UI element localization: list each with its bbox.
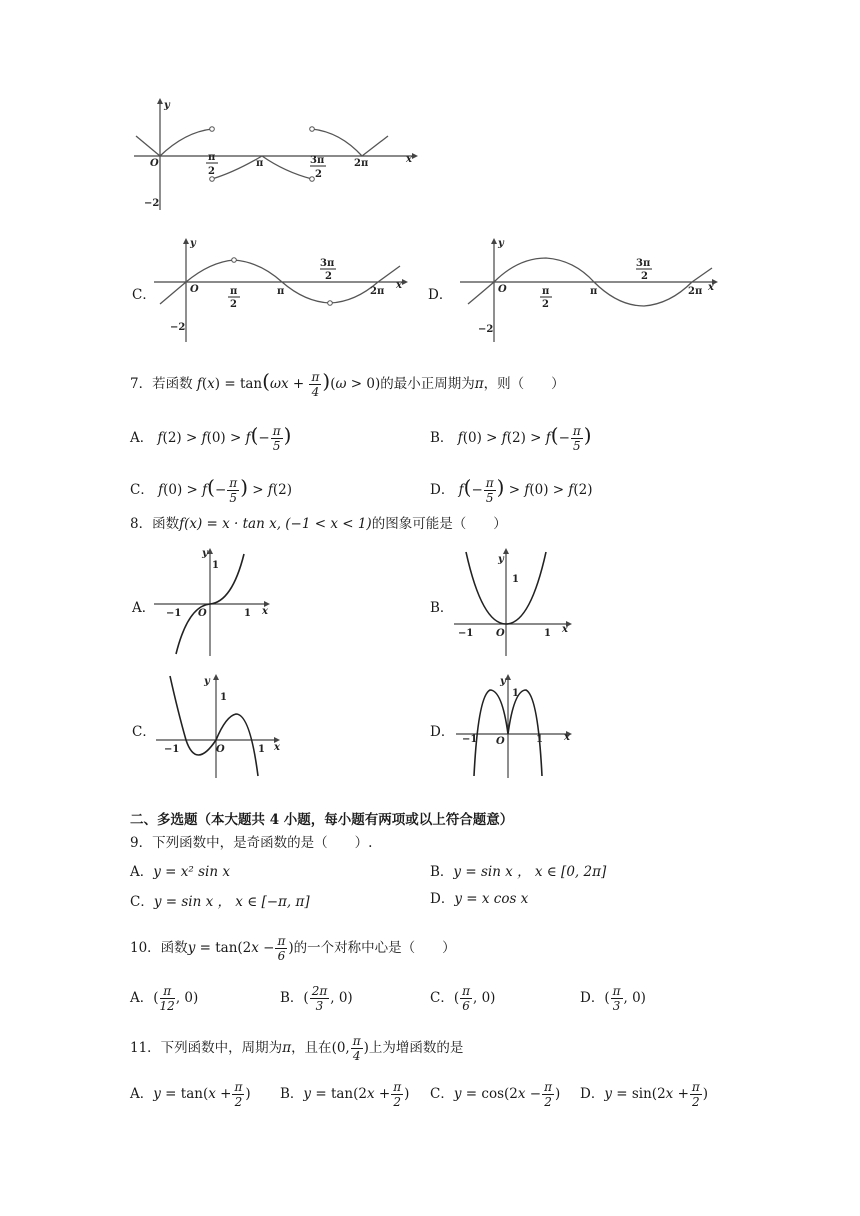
svg-text:1: 1 (212, 560, 219, 571)
svg-text:3π: 3π (636, 258, 651, 269)
q9-option-b[interactable]: B．y = sin x ， x ∈ [0, 2π] (430, 864, 607, 880)
q11-option-c[interactable]: C．y = cos(2x − $\frac{\pi}{2}$ ) (430, 1080, 561, 1109)
svg-text:π: π (277, 286, 285, 297)
svg-text:π: π (230, 286, 238, 297)
svg-text:x: x (562, 624, 568, 635)
svg-text:x: x (406, 154, 412, 165)
svg-text:1: 1 (244, 608, 251, 619)
svg-text:y: y (498, 554, 504, 565)
q8-graph-c (156, 672, 286, 782)
svg-text:2: 2 (230, 299, 237, 310)
q8-option-a[interactable]: A． (132, 600, 156, 616)
graph-c-svg (150, 234, 420, 344)
q8-graph-b-svg (454, 546, 574, 658)
svg-text:y: y (164, 100, 170, 111)
svg-text:1: 1 (512, 574, 519, 585)
q8-option-c[interactable]: C． (132, 724, 156, 740)
svg-text:2π: 2π (688, 286, 703, 297)
q10-option-b[interactable]: B．( $\frac{2\pi}{3}$ , 0) (280, 984, 353, 1013)
svg-text:y: y (500, 676, 506, 687)
svg-text:x: x (274, 742, 280, 753)
svg-text:−1: −1 (458, 628, 474, 639)
svg-text:2: 2 (542, 299, 549, 310)
q10-stem: 10．函数y = tan(2x − $\frac{\pi}{6}$ )的一个对称中心是（ ） (130, 934, 456, 963)
top-graph (130, 96, 420, 216)
q8-option-d[interactable]: D． (430, 724, 455, 740)
svg-text:−1: −1 (166, 608, 182, 619)
tick-pi-over-2-den: 2 (208, 166, 215, 177)
svg-text:x: x (564, 732, 570, 743)
svg-text:x: x (262, 606, 268, 617)
q8-stem (130, 518, 507, 532)
q10-option-a[interactable]: A．( $\frac{\pi}{12}$ , 0) (130, 984, 199, 1013)
q8-graph-d-svg (456, 672, 586, 782)
svg-text:y: y (202, 548, 208, 559)
q9-option-c[interactable]: C．y = sin x ， x ∈ [−π, π] (130, 894, 310, 910)
graph-d-svg (456, 234, 726, 344)
svg-text:−2: −2 (478, 324, 494, 335)
svg-text:2π: 2π (370, 286, 385, 297)
q9-option-a[interactable]: A．y = x² sin x (130, 864, 230, 880)
svg-text:π: π (542, 286, 550, 297)
svg-text:O: O (216, 744, 225, 755)
svg-text:−1: −1 (164, 744, 180, 755)
q8-graph-b (454, 546, 574, 658)
tick-2pi: 2π (354, 158, 369, 169)
q7-option-b[interactable]: B． f(0) > f(2) > f(− $\frac{\pi}{5}$ ) (430, 423, 592, 453)
svg-text:−1: −1 (462, 734, 478, 745)
q7-option-d[interactable]: D． f(− $\frac{\pi}{5}$ ) > f(0) > f(2) (430, 475, 593, 505)
q10-option-d[interactable]: D．( $\frac{\pi}{3}$ , 0) (580, 984, 646, 1013)
section-2-title: 二、多选题（本大题共 4 小题，每小题有两项或以上符合题意） (130, 812, 514, 828)
svg-text:−2: −2 (170, 322, 186, 333)
q9-option-d[interactable]: D．y = x cos x (430, 891, 529, 907)
graph-d (456, 234, 726, 344)
top-origin: O (150, 158, 159, 169)
svg-text:2: 2 (325, 271, 332, 282)
svg-text:2: 2 (641, 271, 648, 282)
q7-option-a[interactable]: A． f(2) > f(0) > f(− $\frac{\pi}{5}$ ) (130, 423, 292, 453)
svg-text:1: 1 (258, 744, 265, 755)
q8-stem-formula: f(x) = x · tan x, (−1 < x < 1) (179, 516, 372, 532)
svg-text:O: O (498, 284, 507, 295)
tick-pi: π (256, 158, 264, 169)
svg-text:x: x (708, 282, 714, 293)
q8-stem-suffix: 的图象可能是（ ） (371, 516, 507, 532)
q11-option-a[interactable]: A．y = tan(x + $\frac{\pi}{2}$ ) (130, 1080, 251, 1109)
svg-text:O: O (496, 736, 505, 747)
svg-text:1: 1 (536, 734, 543, 745)
svg-text:y: y (498, 238, 504, 249)
q8-graph-d (456, 672, 586, 782)
svg-text:O: O (496, 628, 505, 639)
tick-pi-over-2: π (208, 152, 216, 163)
svg-text:O: O (190, 284, 199, 295)
svg-text:y: y (204, 676, 210, 687)
q7-option-c[interactable]: C． f(0) > f(− $\frac{\pi}{5}$ ) > f(2) (130, 475, 293, 505)
svg-text:1: 1 (220, 692, 227, 703)
graph-c (150, 234, 420, 344)
svg-text:3π: 3π (320, 258, 335, 269)
graph-d-letter: D． (428, 287, 453, 303)
tick-neg-two: −2 (144, 198, 160, 209)
q11-stem: 11．下列函数中，周期为π，且在(0, $\frac{\pi}{4}$ )上为增函数的是 (130, 1034, 464, 1063)
q8-stem-prefix: 8．函数 (130, 516, 180, 532)
q7-stem-prefix: 7．若函数 (130, 376, 193, 392)
tick-3pi-over-2: 3π (310, 155, 325, 166)
q7-stem-end: ，则（ ） (483, 376, 565, 392)
top-graph-svg (130, 96, 420, 216)
svg-text:O: O (198, 608, 207, 619)
svg-text:y: y (190, 238, 196, 249)
q7-stem: 7．若函数 f(x) = tan(ωx + $\frac{\pi}{4}$ )(ω > 0)的最小正周期为π，则（ ） (130, 369, 565, 399)
svg-text:1: 1 (512, 688, 519, 699)
q8-graph-a-svg (154, 546, 274, 658)
q8-graph-c-svg (156, 672, 286, 782)
q10-option-c[interactable]: C．( $\frac{\pi}{6}$ , 0) (430, 984, 496, 1013)
q8-graph-a (154, 546, 274, 658)
tick-3pi-over-2-den: 2 (315, 169, 322, 180)
svg-text:π: π (590, 286, 598, 297)
q7-stem-suffix: 的最小正周期为 (380, 376, 475, 392)
q11-option-d[interactable]: D．y = sin(2x + $\frac{\pi}{2}$ ) (580, 1080, 709, 1109)
q9-stem: 9．下列函数中，是奇函数的是（ ）. (130, 835, 373, 851)
q8-option-b[interactable]: B． (430, 600, 454, 616)
svg-text:x: x (396, 280, 402, 291)
graph-c-letter: C． (132, 287, 156, 303)
q11-option-b[interactable]: B．y = tan(2x + $\frac{\pi}{2}$ ) (280, 1080, 410, 1109)
svg-text:1: 1 (544, 628, 551, 639)
